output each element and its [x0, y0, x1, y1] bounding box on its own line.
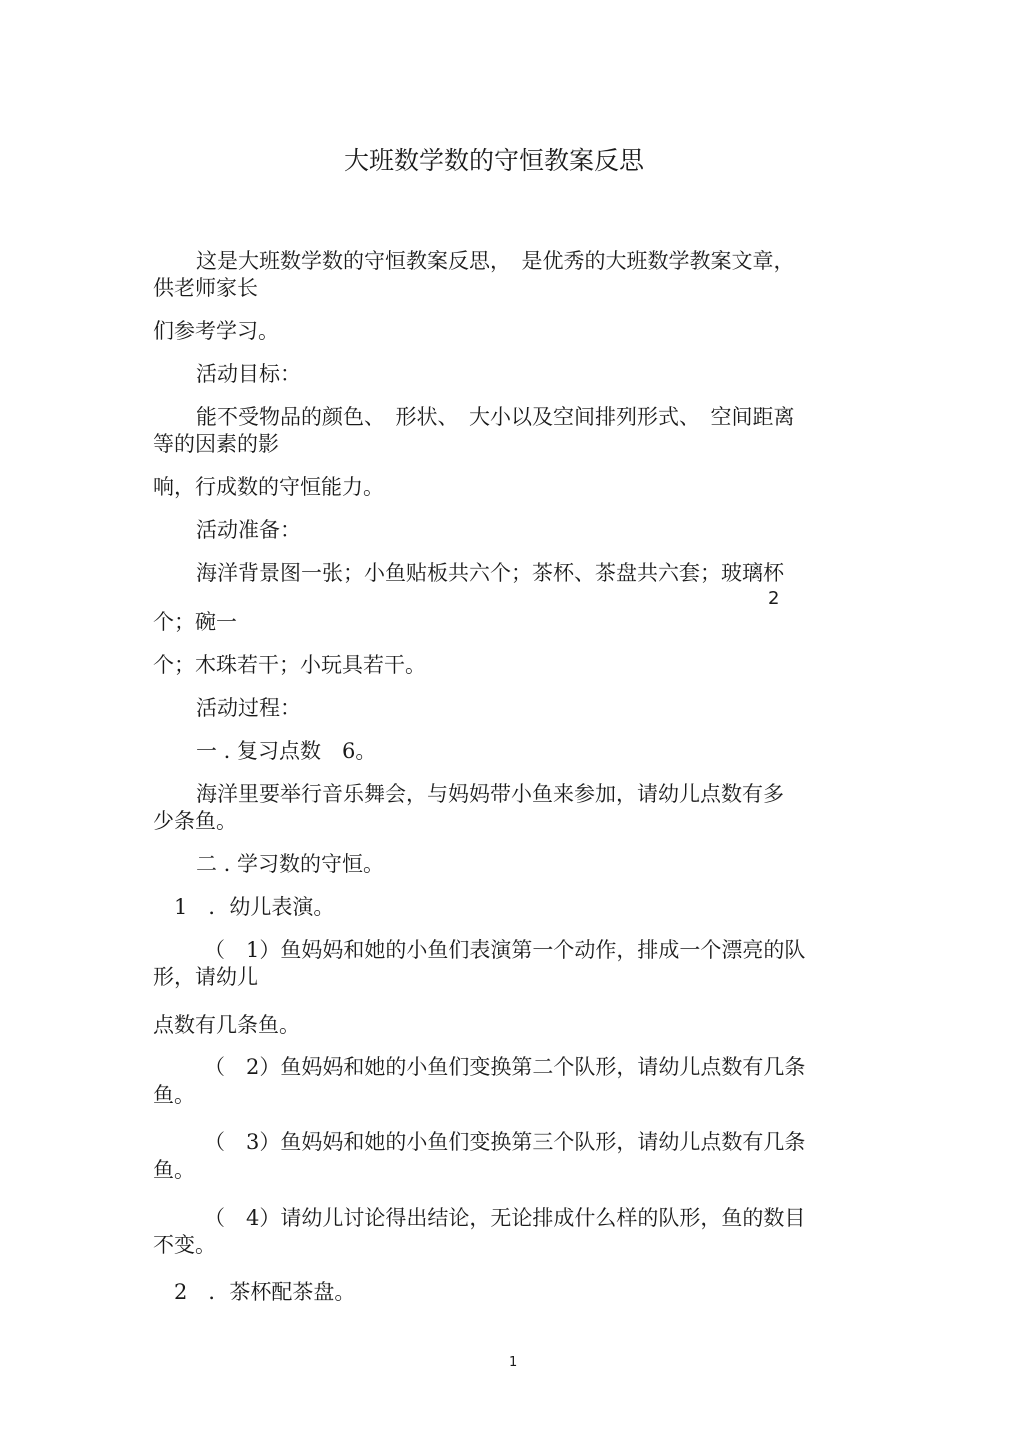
- page-number: 1: [509, 1355, 518, 1370]
- paragraph-line: 不变。: [153, 1233, 216, 1257]
- paragraph-line: 能不受物品的颜色、 形状、 大小以及空间排列形式、 空间距离: [196, 405, 795, 429]
- subsection-heading: 一 . 复习点数 6。: [196, 739, 377, 763]
- list-item: 1 ．幼儿表演。: [174, 895, 335, 919]
- paragraph-line: 响，行成数的守恒能力。: [153, 475, 384, 499]
- section-heading: 活动准备：: [196, 518, 301, 542]
- paragraph-line: 鱼。: [153, 1158, 195, 1182]
- document-title: 大班数学数的守恒教案反思: [344, 146, 645, 175]
- section-heading: 活动目标：: [196, 362, 301, 386]
- paragraph-line: 们参考学习。: [153, 319, 279, 343]
- paragraph-line: 点数有几条鱼。: [153, 1013, 300, 1037]
- paragraph-line: 个；碗一: [153, 610, 237, 634]
- paragraph-line: 这是大班数学数的守恒教案反思， 是优秀的大班数学教案文章，: [196, 249, 795, 273]
- list-item: 2 ．茶杯配茶盘。: [174, 1280, 356, 1304]
- paragraph-line: 少条鱼。: [153, 809, 237, 833]
- paragraph-line: 海洋里要举行音乐舞会，与妈妈带小鱼来参加，请幼儿点数有多: [196, 782, 784, 806]
- list-item: （ 3）鱼妈妈和她的小鱼们变换第三个队形，请幼儿点数有几条: [204, 1130, 806, 1154]
- paragraph-line: 形，请幼儿: [153, 965, 258, 989]
- paragraph-line: 鱼。: [153, 1083, 195, 1107]
- paragraph-line: 2: [768, 588, 780, 609]
- section-heading: 活动过程：: [196, 696, 301, 720]
- list-item: （ 4）请幼儿讨论得出结论，无论排成什么样的队形，鱼的数目: [204, 1206, 806, 1230]
- subsection-heading: 二 . 学习数的守恒。: [196, 852, 385, 876]
- paragraph-line: 等的因素的影: [153, 432, 279, 456]
- list-item: （ 1）鱼妈妈和她的小鱼们表演第一个动作，排成一个漂亮的队: [204, 938, 806, 962]
- list-item: （ 2）鱼妈妈和她的小鱼们变换第二个队形，请幼儿点数有几条: [204, 1055, 806, 1079]
- paragraph-line: 个；木珠若干；小玩具若干。: [153, 653, 426, 677]
- paragraph-line: 海洋背景图一张；小鱼贴板共六个；茶杯、茶盘共六套；玻璃杯: [196, 561, 784, 585]
- paragraph-line: 供老师家长: [153, 276, 258, 300]
